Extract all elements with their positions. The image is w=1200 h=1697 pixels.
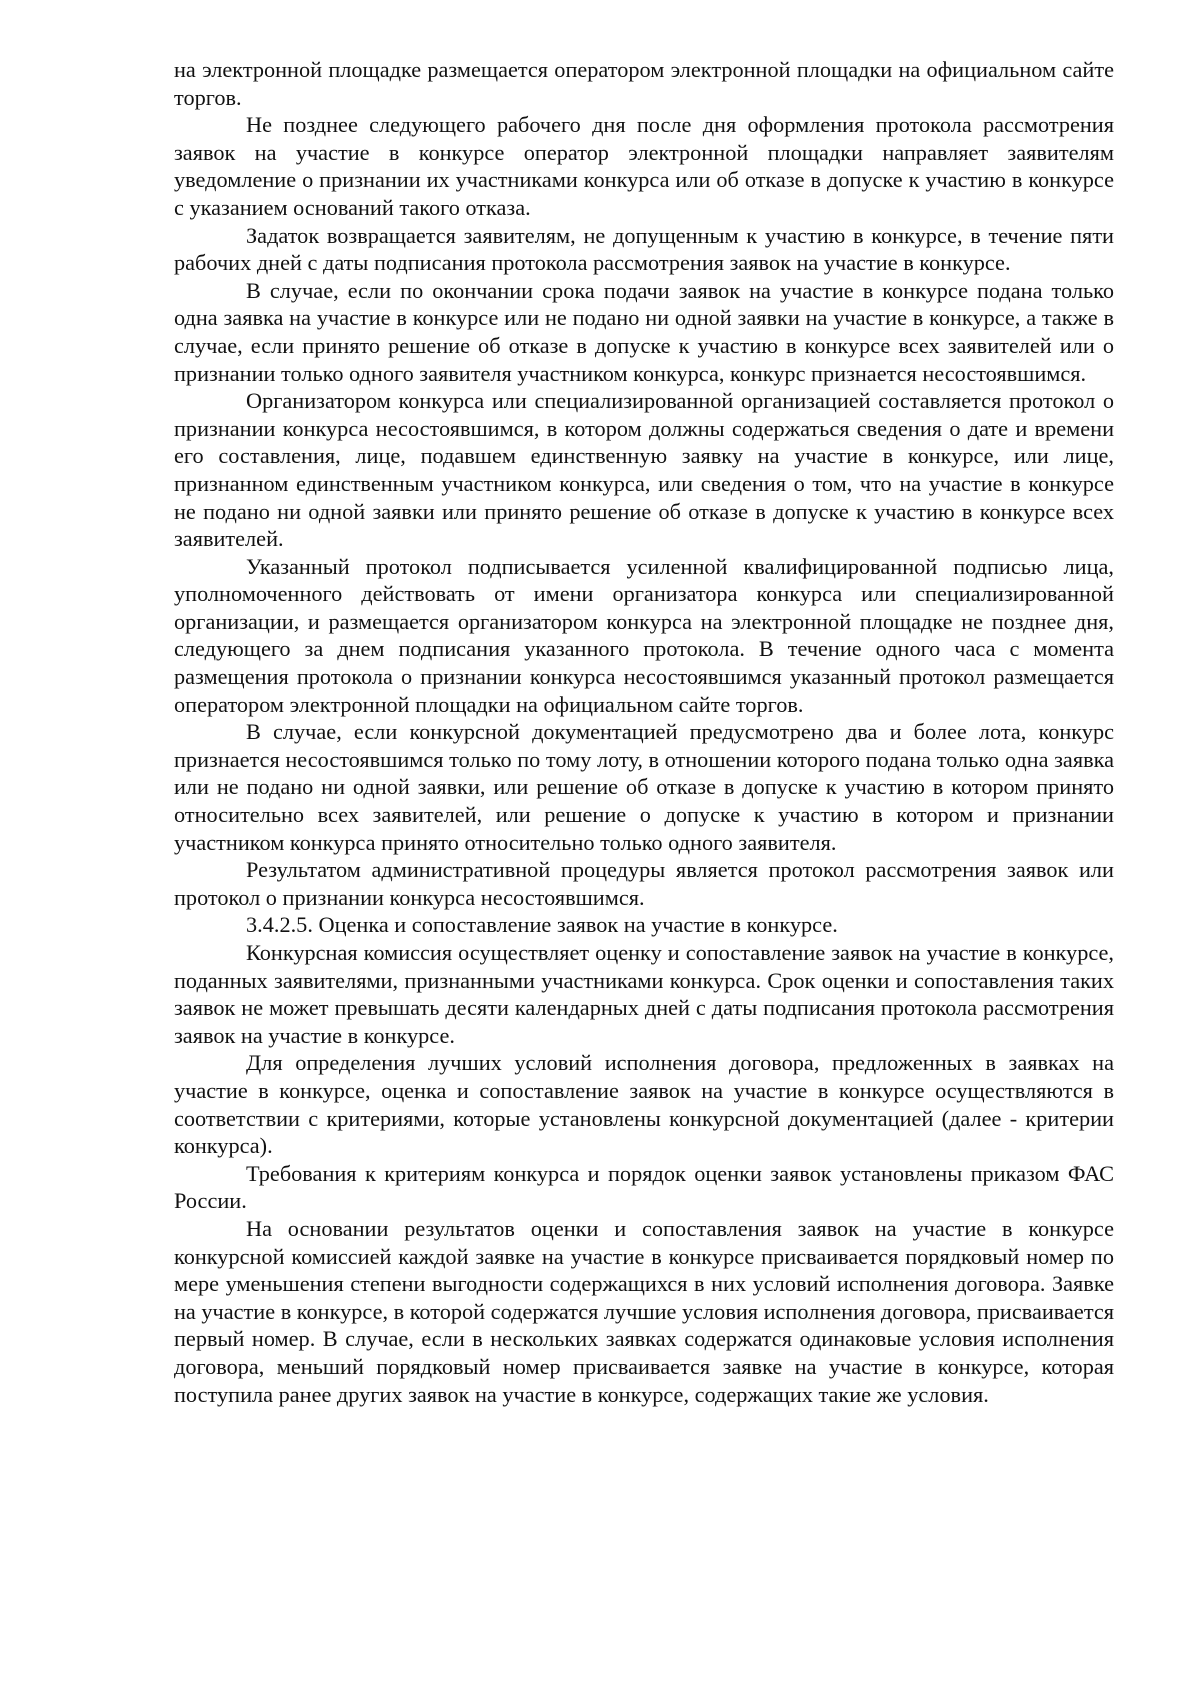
paragraph-6: Указанный протокол подписывается усиленной квалифицированной подписью лица, уполномоченного действовать от имени организатора конкурса или специализированной организации, и размещается организатором конкурса на электронной площадке не позднее дня, следующего за днем подписания указанного протокола. В течение одного часа с момента размещения протокола о признании конкурса несостоявшимся указанный протокол размещается оператором электронной площадки на официальном сайте торгов. [174,553,1114,717]
paragraph-11: Для определения лучших условий исполнения договора, предложенных в заявках на участие в конкурсе, оценка и сопоставление заявок на участие в конкурсе осуществляются в соответствии с критериями, которые установлены конкурсной документацией (далее - критерии конкурса). [174,1050,1114,1159]
paragraph-8: Результатом административной процедуры является протокол рассмотрения заявок или протокол о признании конкурса несостоявшимся. [174,857,1114,910]
paragraph-2: Не позднее следующего рабочего дня после дня оформления протокола рассмотрения заявок на участие в конкурсе оператор электронной площадки направляет заявителям уведомление о признании их участниками конкурса или об отказе в допуске к участию в конкурсе с указанием оснований такого отказа. [174,112,1114,220]
paragraph-1: на электронной площадке размещается оператором электронной площадки на официальном сайте торгов. [174,57,1114,110]
document-page [174,56,1114,1408]
paragraph-5: Организатором конкурса или специализированной организацией составляется протокол о признании конкурса несостоявшимся, в котором должны содержаться сведения о дате и времени его составления, лице, подавшем единственную заявку на участие в конкурсе, или лице, признанном единственным участником конкурса, или сведения о том, что на участие в конкурсе не подано ни одной заявки или принято решение об отказе в допуске к участию в конкурсе всех заявителей. [174,388,1114,552]
paragraph-4: В случае, если по окончании срока подачи заявок на участие в конкурсе подана только одна заявка на участие в конкурсе или не подано ни одной заявки на участие в конкурсе, а также в случае, если принято решение об отказе в допуске к участию в конкурсе всех заявителей или о признании только одного заявителя участником конкурса, конкурс признается несостоявшимся. [174,277,1114,386]
paragraph-3: Задаток возвращается заявителям, не допущенным к участию в конкурсе, в течение пяти рабочих дней с даты подписания протокола рассмотрения заявок на участие в конкурсе. [174,222,1114,276]
paragraph-7: В случае, если конкурсной документацией предусмотрено два и более лота, конкурс признается несостоявшимся только по тому лоту, в отношении которого подана только одна заявка или не подано ни одной заявки, или решение об отказе в допуске к участию в котором принято относительно всех заявителей, или решение о допуске к участию в котором и признании участником конкурса принято относительно только одного заявителя. [174,719,1114,855]
paragraph-10: Конкурсная комиссия осуществляет оценку и сопоставление заявок на участие в конкурсе, поданных заявителями, признанными участниками конкурса. Срок оценки и сопоставления таких заявок не может превышать десяти календарных дней с даты подписания протокола рассмотрения заявок на участие в конкурсе. [174,940,1114,1048]
paragraph-12: Требования к критериям конкурса и порядок оценки заявок установлены приказом ФАС России. [174,1160,1114,1214]
section-heading-3-4-2-5: 3.4.2.5. Оценка и сопоставление заявок на участие в конкурсе. [246,912,838,938]
paragraph-13: На основании результатов оценки и сопоставления заявок на участие в конкурсе конкурсной комиссией каждой заявке на участие в конкурсе присваивается порядковый номер по мере уменьшения степени выгодности содержащихся в них условий исполнения договора. Заявке на участие в конкурсе, в которой содержатся лучшие условия исполнения договора, присваивается первый номер. В случае, если в нескольких заявках содержатся одинаковые условия исполнения договора, меньший порядковый номер присваивается заявке на участие в конкурсе, которая поступила ранее других заявок на участие в конкурсе, содержащих такие же условия. [174,1215,1114,1407]
